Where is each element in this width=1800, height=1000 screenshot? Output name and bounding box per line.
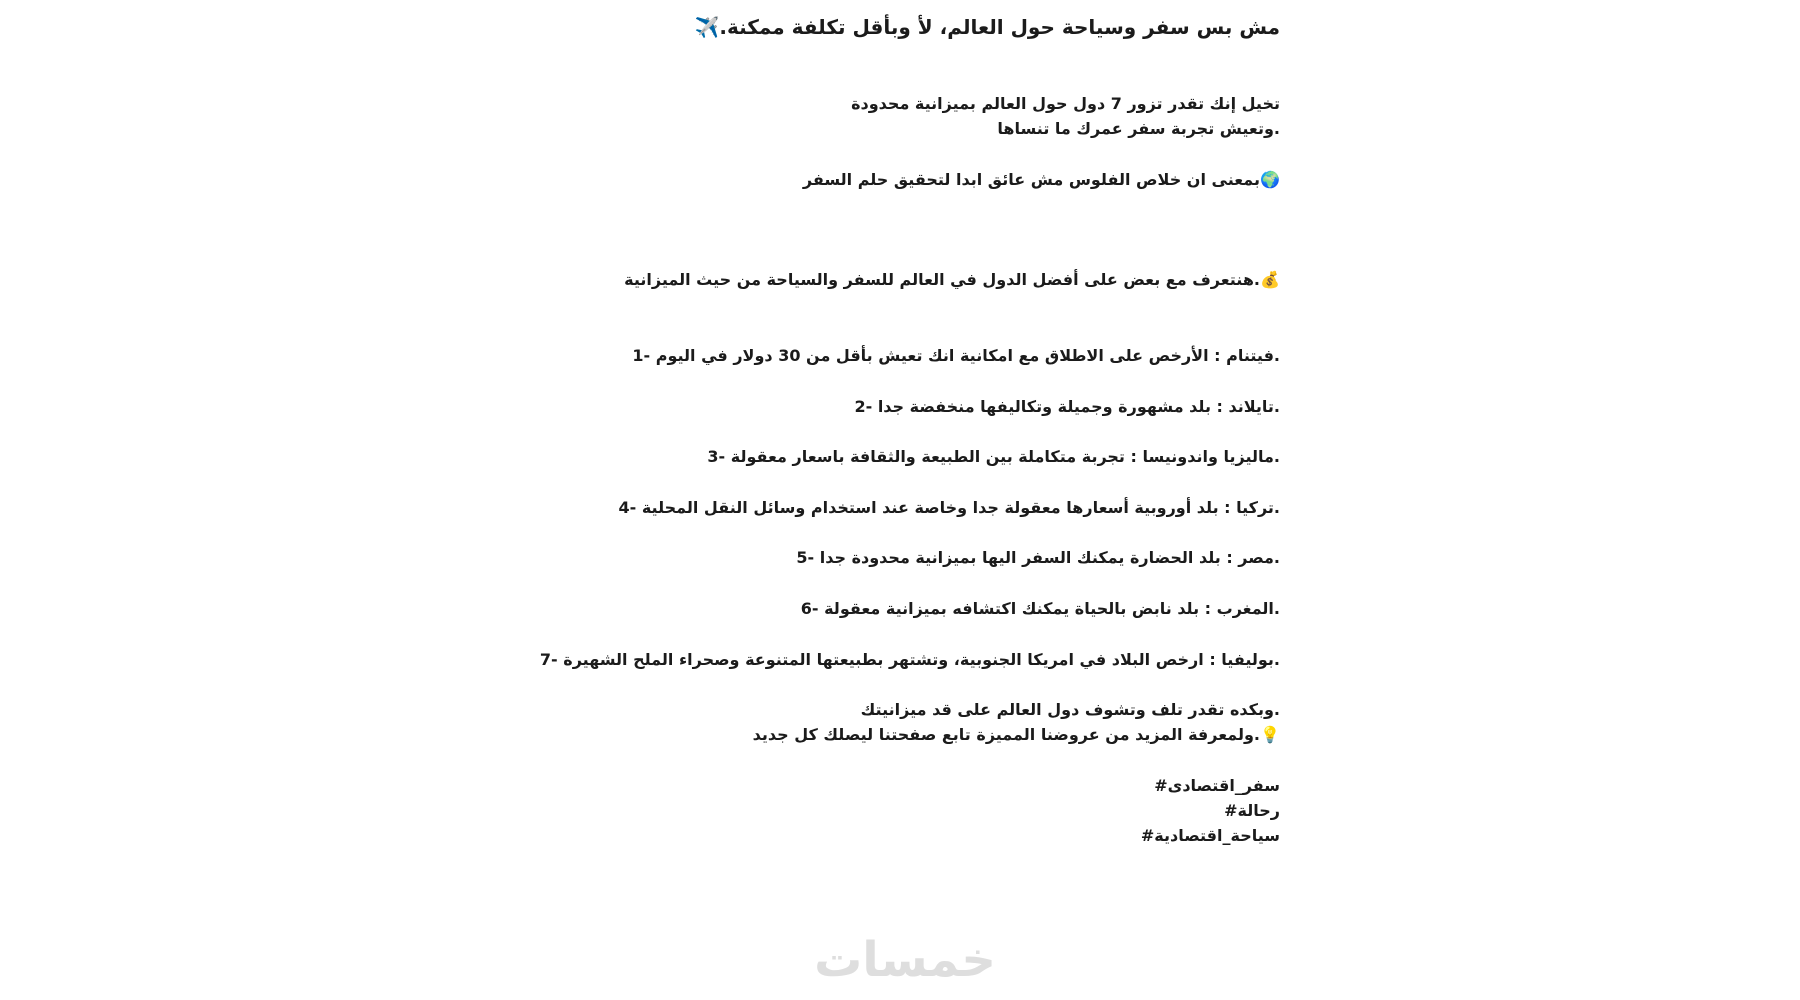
- cta-line: [753, 725, 1280, 745]
- lead-text: .هنتعرف مع بعض على أفضل الدول في العالم للسفر والسياحة من حيث الميزانية: [624, 270, 1260, 289]
- lead-line: [624, 270, 1280, 290]
- country-item-7: .بوليفيا : ارخص البلاد في امريكا الجنوبية، وتشتهر بطبيعتها المتنوعة وصحراء الملح الشهيرة -7: [539, 650, 1280, 669]
- country-item-2: .تايلاند : بلد مشهورة وجميلة وتكاليفها منخفضة جدا -2: [854, 397, 1280, 416]
- hashtag-link[interactable]: سفر_اقتصادى#: [1154, 776, 1280, 795]
- country-item-6: .المغرب : بلد نابض بالحياة يمكنك اكتشافه بميزانية معقولة -6: [800, 599, 1280, 618]
- country-item-1: .فيتنام : الأرخص على الاطلاق مع امكانية انك تعيش بأقل من 30 دولار في اليوم -1: [632, 346, 1280, 365]
- globe-icon: 🌍: [1260, 170, 1280, 189]
- meaning-text: بمعنى ان خلاص الفلوس مش عائق ابدا لتحقيق حلم السفر: [802, 170, 1260, 189]
- money-bag-icon: 💰: [1260, 270, 1280, 289]
- hashtag-link[interactable]: سياحة_اقتصادية#: [1140, 826, 1280, 845]
- lightbulb-icon: 💡: [1260, 725, 1280, 744]
- meaning-line: [803, 170, 1280, 190]
- country-item-5: .مصر : بلد الحضارة يمكنك السفر اليها بميزانية محدودة جدا -5: [796, 548, 1280, 567]
- country-item-3: .ماليزيا واندونيسا : تجربة متكاملة بين الطبيعة والثقافة باسعار معقولة -3: [707, 447, 1280, 466]
- cta-text: .ولمعرفة المزيد من عروضنا المميزة تابع صفحتنا ليصلك كل جديد: [752, 725, 1260, 744]
- post-headline: [694, 14, 1280, 40]
- headline-text: مش بس سفر وسياحة حول العالم، لأ وبأقل تكلفة ممكنة.: [719, 15, 1280, 39]
- intro-line-2: .وتعيش تجربة سفر عمرك ما تنساها: [997, 119, 1280, 138]
- khamsat-watermark-logo: خمسات: [814, 932, 996, 988]
- airplane-icon: ✈️: [694, 15, 720, 39]
- closing-line: .وبكده تقدر تلف وتشوف دول العالم على قد ميزانيتك: [860, 700, 1280, 719]
- country-item-4: .تركيا : بلد أوروبية أسعارها معقولة جدا وخاصة عند استخدام وسائل النقل المحلية -4: [618, 498, 1280, 517]
- intro-line-1: تخيل إنك تقدر تزور 7 دول حول العالم بميزانية محدودة: [851, 94, 1280, 113]
- hashtag-link[interactable]: رحالة#: [1224, 801, 1280, 820]
